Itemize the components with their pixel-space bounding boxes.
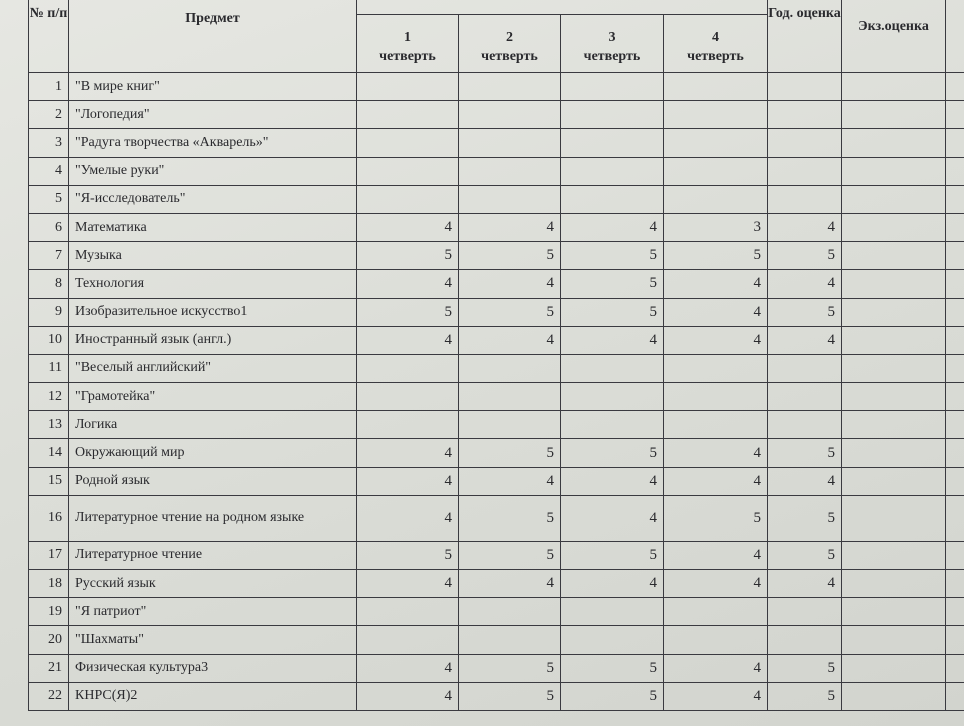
subject-name: Литературное чтение на родном языке	[69, 495, 357, 541]
grade-q3	[561, 598, 664, 626]
grade-year: 4	[768, 467, 842, 495]
subject-name: Логика	[69, 411, 357, 439]
subject-name: Литературное чтение	[69, 541, 357, 569]
grade-year: 5	[768, 541, 842, 569]
grade-q3: 4	[561, 467, 664, 495]
table-row	[29, 598, 964, 626]
subject-name: "Грамотейка"	[69, 383, 357, 411]
grade-q3	[561, 383, 664, 411]
row-number: 18	[29, 570, 69, 598]
grade-q1: 4	[357, 270, 459, 298]
extra-cell	[946, 354, 964, 382]
extra-cell	[946, 242, 964, 270]
grade-q4	[664, 101, 768, 129]
grade-q3	[561, 411, 664, 439]
grade-year: 4	[768, 213, 842, 241]
table-row	[29, 383, 964, 411]
header-extra	[946, 0, 964, 73]
row-number: 5	[29, 185, 69, 213]
grade-q2: 5	[459, 242, 561, 270]
grade-year	[768, 383, 842, 411]
grade-exam	[842, 682, 946, 710]
extra-cell	[946, 185, 964, 213]
grade-q1: 4	[357, 495, 459, 541]
subject-name: Окружающий мир	[69, 439, 357, 467]
subject-name: Технология	[69, 270, 357, 298]
subject-name: "Логопедия"	[69, 101, 357, 129]
grade-q1: 5	[357, 242, 459, 270]
grade-year: 4	[768, 270, 842, 298]
grade-q2: 5	[459, 298, 561, 326]
grade-q2	[459, 129, 561, 157]
grade-q4: 5	[664, 495, 768, 541]
grade-q4	[664, 354, 768, 382]
grade-exam	[842, 185, 946, 213]
subject-name: Физическая культура3	[69, 654, 357, 682]
header-subject: Предмет	[69, 0, 357, 73]
table-row	[29, 129, 964, 157]
grade-exam	[842, 354, 946, 382]
row-number: 20	[29, 626, 69, 654]
extra-cell	[946, 129, 964, 157]
grade-q2: 5	[459, 495, 561, 541]
extra-cell	[946, 439, 964, 467]
grade-q2: 5	[459, 654, 561, 682]
grade-q2	[459, 157, 561, 185]
grade-year	[768, 354, 842, 382]
subject-name: Изобразительное искусство1	[69, 298, 357, 326]
row-number: 22	[29, 682, 69, 710]
grade-q1: 5	[357, 298, 459, 326]
header-number: № п/п	[29, 0, 69, 73]
grade-year: 5	[768, 495, 842, 541]
row-number: 15	[29, 467, 69, 495]
grade-q2: 4	[459, 213, 561, 241]
grade-q3	[561, 626, 664, 654]
subject-name: Родной язык	[69, 467, 357, 495]
grade-q2	[459, 101, 561, 129]
grade-q3	[561, 73, 664, 101]
header-quarters-group	[357, 0, 768, 15]
row-number: 13	[29, 411, 69, 439]
grade-q4: 4	[664, 467, 768, 495]
table-row	[29, 73, 964, 101]
grade-q1	[357, 383, 459, 411]
grade-q2: 4	[459, 270, 561, 298]
grade-q3: 4	[561, 495, 664, 541]
grade-q3	[561, 129, 664, 157]
grade-q3	[561, 157, 664, 185]
row-number: 6	[29, 213, 69, 241]
grade-q1	[357, 101, 459, 129]
grade-year	[768, 411, 842, 439]
grade-year	[768, 129, 842, 157]
grade-year: 5	[768, 654, 842, 682]
table-row	[29, 354, 964, 382]
grade-q4: 4	[664, 326, 768, 354]
grade-q3	[561, 101, 664, 129]
grade-exam	[842, 270, 946, 298]
grade-q4	[664, 626, 768, 654]
grade-q3	[561, 354, 664, 382]
extra-cell	[946, 541, 964, 569]
grade-q3: 4	[561, 213, 664, 241]
extra-cell	[946, 495, 964, 541]
grade-exam	[842, 439, 946, 467]
header-quarter-2: 2 четверть	[459, 15, 561, 73]
grade-q1: 4	[357, 326, 459, 354]
grade-q2: 5	[459, 541, 561, 569]
grade-q1: 4	[357, 654, 459, 682]
table-row	[29, 242, 964, 270]
grade-q1	[357, 626, 459, 654]
grade-exam	[842, 157, 946, 185]
grade-exam	[842, 570, 946, 598]
grade-q3: 4	[561, 570, 664, 598]
grade-q4	[664, 129, 768, 157]
extra-cell	[946, 213, 964, 241]
subject-name: КНРС(Я)2	[69, 682, 357, 710]
extra-cell	[946, 101, 964, 129]
grade-exam	[842, 626, 946, 654]
row-number: 21	[29, 654, 69, 682]
extra-cell	[946, 270, 964, 298]
grade-q3: 5	[561, 541, 664, 569]
grade-exam	[842, 411, 946, 439]
row-number: 2	[29, 101, 69, 129]
extra-cell	[946, 157, 964, 185]
header-year-grade: Год. оценка	[768, 0, 842, 73]
grade-q1	[357, 411, 459, 439]
extra-cell	[946, 682, 964, 710]
extra-cell	[946, 383, 964, 411]
grade-q1	[357, 157, 459, 185]
table-row	[29, 157, 964, 185]
table-row	[29, 213, 964, 241]
grade-q4: 3	[664, 213, 768, 241]
grade-year	[768, 101, 842, 129]
extra-cell	[946, 73, 964, 101]
grade-exam	[842, 213, 946, 241]
table-row	[29, 495, 964, 541]
grade-exam	[842, 73, 946, 101]
table-row	[29, 439, 964, 467]
grade-exam	[842, 541, 946, 569]
grade-q2: 4	[459, 326, 561, 354]
grade-q1: 4	[357, 439, 459, 467]
subject-name: "Радуга творчества «Акварель»"	[69, 129, 357, 157]
grade-q4	[664, 185, 768, 213]
row-number: 11	[29, 354, 69, 382]
grade-q4: 4	[664, 654, 768, 682]
grade-q1	[357, 598, 459, 626]
row-number: 9	[29, 298, 69, 326]
grade-exam	[842, 495, 946, 541]
subject-name: "В мире книг"	[69, 73, 357, 101]
grade-q2	[459, 354, 561, 382]
table-row	[29, 541, 964, 569]
grade-q2	[459, 411, 561, 439]
row-number: 7	[29, 242, 69, 270]
subject-name: "Я-исследователь"	[69, 185, 357, 213]
grade-exam	[842, 129, 946, 157]
row-number: 4	[29, 157, 69, 185]
grade-q4: 5	[664, 242, 768, 270]
grade-year: 5	[768, 439, 842, 467]
table-row	[29, 411, 964, 439]
grade-q2: 4	[459, 570, 561, 598]
table-row	[29, 270, 964, 298]
grade-q1: 5	[357, 541, 459, 569]
grade-q1: 4	[357, 570, 459, 598]
grade-q4	[664, 73, 768, 101]
table-row	[29, 654, 964, 682]
row-number: 14	[29, 439, 69, 467]
extra-cell	[946, 654, 964, 682]
grades-body	[29, 73, 964, 711]
grade-exam	[842, 654, 946, 682]
grades-table	[28, 0, 964, 711]
extra-cell	[946, 626, 964, 654]
grade-year: 5	[768, 298, 842, 326]
grade-q1: 4	[357, 682, 459, 710]
row-number: 10	[29, 326, 69, 354]
subject-name: Русский язык	[69, 570, 357, 598]
grade-q3: 5	[561, 242, 664, 270]
grade-q1	[357, 129, 459, 157]
row-number: 8	[29, 270, 69, 298]
table-row	[29, 101, 964, 129]
subject-name: "Я патриот"	[69, 598, 357, 626]
grade-q4	[664, 598, 768, 626]
grade-q3: 4	[561, 326, 664, 354]
grade-q2	[459, 185, 561, 213]
grade-year	[768, 157, 842, 185]
subject-name: Музыка	[69, 242, 357, 270]
row-number: 17	[29, 541, 69, 569]
grade-q1	[357, 185, 459, 213]
row-number: 19	[29, 598, 69, 626]
grade-q4: 4	[664, 298, 768, 326]
grade-q1: 4	[357, 213, 459, 241]
grade-exam	[842, 242, 946, 270]
grade-q4	[664, 383, 768, 411]
grade-exam	[842, 298, 946, 326]
row-number: 12	[29, 383, 69, 411]
header-quarter-3: 3 четверть	[561, 15, 664, 73]
grade-year: 4	[768, 570, 842, 598]
grade-q4: 4	[664, 439, 768, 467]
table-row	[29, 185, 964, 213]
extra-cell	[946, 467, 964, 495]
grade-q2	[459, 626, 561, 654]
extra-cell	[946, 598, 964, 626]
table-row	[29, 298, 964, 326]
subject-name: "Веселый английский"	[69, 354, 357, 382]
grade-q3: 5	[561, 270, 664, 298]
header-quarter-1: 1 четверть	[357, 15, 459, 73]
subject-name: "Умелые руки"	[69, 157, 357, 185]
grade-q4: 4	[664, 682, 768, 710]
grade-year	[768, 598, 842, 626]
extra-cell	[946, 570, 964, 598]
subject-name: Иностранный язык (англ.)	[69, 326, 357, 354]
subject-name: "Шахматы"	[69, 626, 357, 654]
header-quarter-4: 4 четверть	[664, 15, 768, 73]
grade-exam	[842, 101, 946, 129]
subject-name: Математика	[69, 213, 357, 241]
table-row	[29, 467, 964, 495]
grade-q2: 4	[459, 467, 561, 495]
grade-q2	[459, 383, 561, 411]
grade-q3: 5	[561, 439, 664, 467]
grade-q4	[664, 157, 768, 185]
table-row	[29, 682, 964, 710]
grade-q1	[357, 354, 459, 382]
grade-year	[768, 626, 842, 654]
row-number: 1	[29, 73, 69, 101]
grade-q3: 5	[561, 682, 664, 710]
grade-q1: 4	[357, 467, 459, 495]
grade-q2: 5	[459, 682, 561, 710]
extra-cell	[946, 298, 964, 326]
grade-exam	[842, 326, 946, 354]
grade-year: 4	[768, 326, 842, 354]
grade-exam	[842, 598, 946, 626]
grade-q2	[459, 73, 561, 101]
grade-q1	[357, 73, 459, 101]
table-row	[29, 326, 964, 354]
table-row	[29, 570, 964, 598]
grade-year: 5	[768, 682, 842, 710]
row-number: 3	[29, 129, 69, 157]
header-exam-grade: Экз.оценка	[842, 0, 946, 73]
grade-q3: 5	[561, 298, 664, 326]
grade-q4: 4	[664, 541, 768, 569]
grade-q3	[561, 185, 664, 213]
extra-cell	[946, 411, 964, 439]
row-number: 16	[29, 495, 69, 541]
grade-year: 5	[768, 242, 842, 270]
grade-exam	[842, 383, 946, 411]
grade-q2: 5	[459, 439, 561, 467]
grade-q2	[459, 598, 561, 626]
grade-q4: 4	[664, 270, 768, 298]
grade-year	[768, 185, 842, 213]
table-row	[29, 626, 964, 654]
grade-q4: 4	[664, 570, 768, 598]
grade-exam	[842, 467, 946, 495]
grade-q3: 5	[561, 654, 664, 682]
extra-cell	[946, 326, 964, 354]
grade-q4	[664, 411, 768, 439]
grade-year	[768, 73, 842, 101]
